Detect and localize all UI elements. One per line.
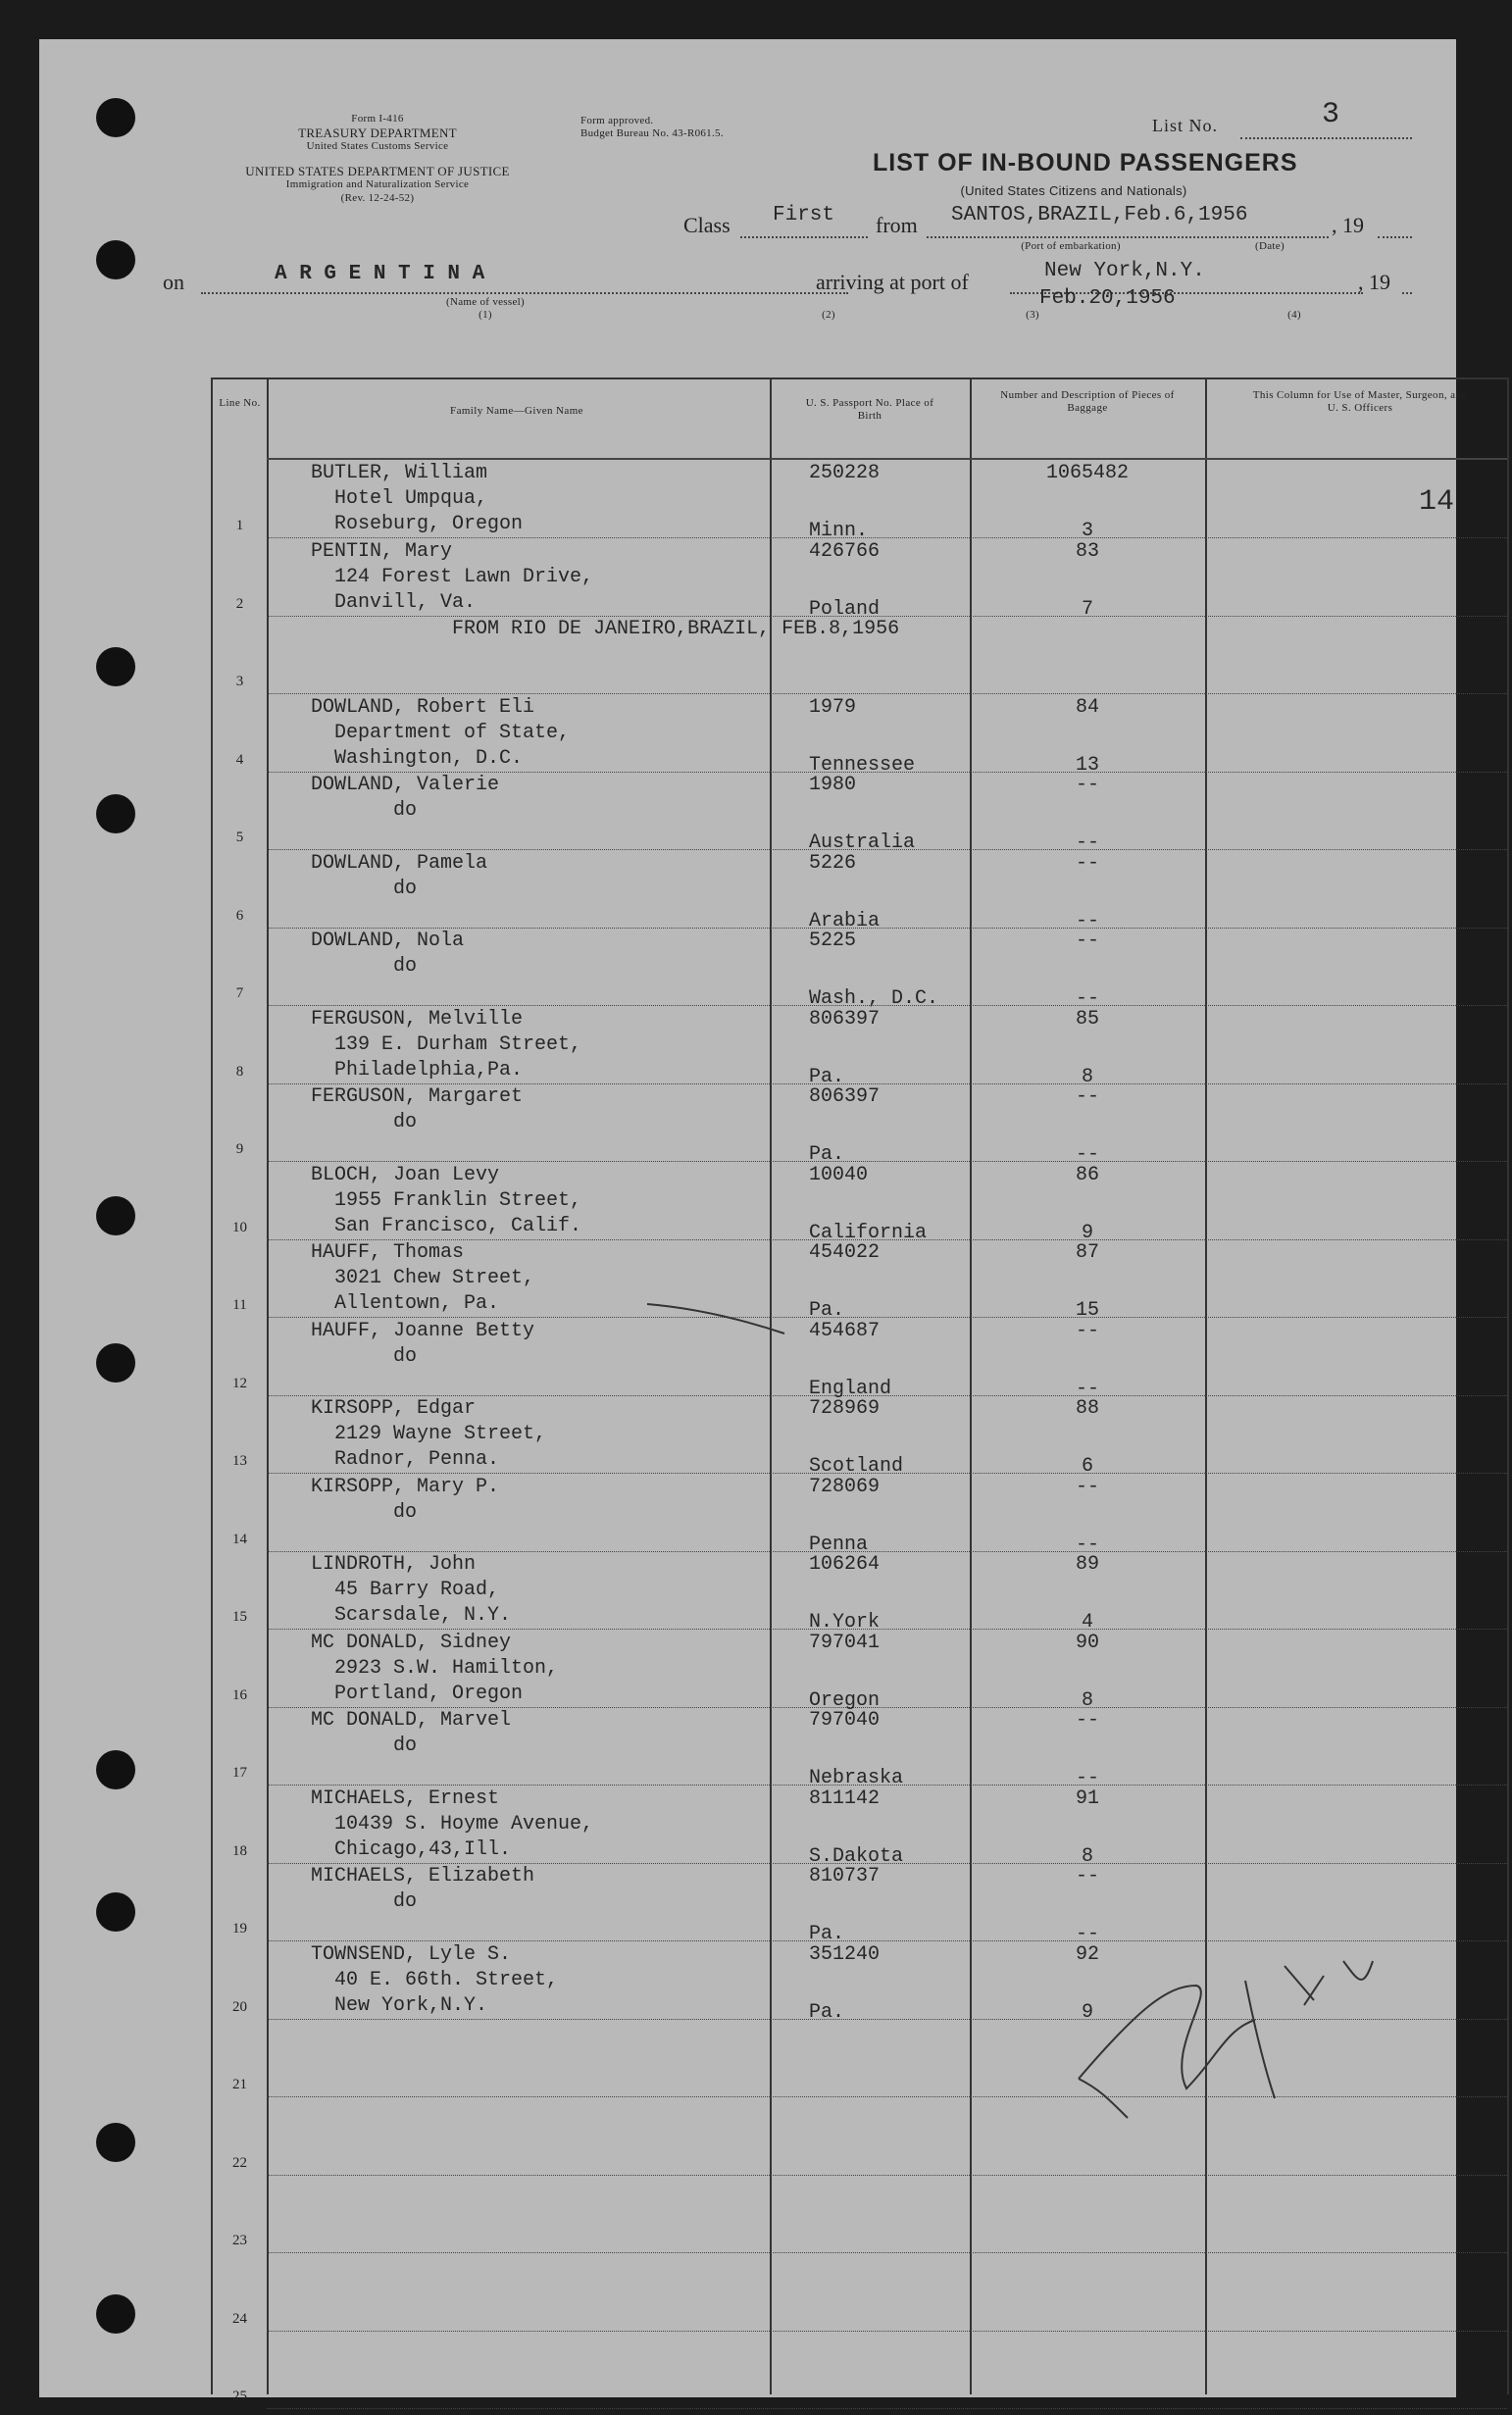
baggage-pieces: --	[1075, 987, 1099, 1010]
class-label: Class	[683, 213, 731, 237]
baggage-pieces: 3	[1081, 520, 1093, 542]
class-value: First	[773, 204, 835, 226]
on-label: on	[163, 270, 184, 294]
line-number: 3	[235, 674, 244, 689]
form-number: Form I-416	[351, 113, 404, 125]
baggage-pieces: --	[1075, 1143, 1099, 1166]
baggage-number: --	[1075, 930, 1099, 952]
caption-4: (4)	[1287, 309, 1301, 321]
line-number: 7	[235, 985, 244, 1001]
inns: Immigration and Naturalization Service	[285, 178, 470, 190]
baggage-pieces: 8	[1081, 1688, 1093, 1712]
line-number: 4	[235, 751, 244, 768]
place-of-birth: Scotland	[809, 1455, 904, 1478]
page-title: LIST OF IN-BOUND PASSENGERS	[873, 149, 1298, 176]
passport-number: 426766	[809, 539, 881, 563]
caption-3: (3)	[1026, 309, 1039, 321]
from-value: SANTOS,BRAZIL,Feb.6,1956	[951, 204, 1248, 226]
passport-number: 797040	[809, 1709, 881, 1732]
place-of-birth: S.Dakota	[809, 1844, 904, 1868]
passport-number: 728069	[809, 1475, 881, 1498]
baggage-number: --	[1075, 851, 1099, 875]
baggage-pieces: --	[1075, 909, 1099, 932]
passenger-name: LINDROTH, John 45 Barry Road, Scarsdale, N.Y.	[311, 1553, 512, 1627]
baggage-number: --	[1075, 1475, 1099, 1498]
passenger-name: KIRSOPP, Edgar 2129 Wayne Street, Radnor, Penna.	[311, 1397, 547, 1471]
place-of-birth: Minn.	[809, 520, 869, 542]
document-page	[39, 39, 1468, 2404]
passport-number: 806397	[809, 1085, 881, 1108]
passenger-name: BLOCH, Joan Levy 1955 Franklin Street, San Francisco, Calif.	[311, 1163, 582, 1237]
baggage-pieces: --	[1075, 831, 1099, 854]
place-of-birth: Wash., D.C.	[809, 987, 939, 1010]
line-number: 22	[232, 2154, 247, 2171]
line-number: 15	[232, 1609, 247, 1625]
passenger-name: DOWLAND, Valerie do	[311, 774, 500, 822]
passport-number: 811142	[809, 1786, 881, 1810]
baggage-number: 84	[1075, 695, 1099, 719]
line-number: 5	[235, 830, 244, 845]
place-of-birth: Penna	[809, 1533, 869, 1556]
baggage-pieces: 15	[1075, 1299, 1099, 1322]
page-subtitle: (United States Citizens and Nationals)	[960, 183, 1187, 198]
passenger-name: FERGUSON, Margaret do	[311, 1085, 524, 1133]
baggage-pieces: 13	[1075, 753, 1099, 777]
line-number: 8	[235, 1063, 244, 1080]
passport-number: 106264	[809, 1553, 881, 1576]
col-line: Line No.	[219, 397, 261, 409]
place-of-birth: Nebraska	[809, 1767, 904, 1789]
customs-service: United States Customs Service	[306, 140, 449, 152]
baggage-pieces: 6	[1081, 1455, 1093, 1478]
baggage-pieces: --	[1075, 1533, 1099, 1556]
passenger-name: DOWLAND, Pamela do	[311, 851, 488, 900]
baggage-pieces: --	[1075, 1767, 1099, 1789]
place-of-birth: England	[809, 1377, 892, 1400]
year-suffix-2: , 19	[1358, 270, 1390, 294]
arrival-port: New York,N.Y.	[1044, 260, 1205, 282]
caption-1: (1)	[479, 309, 492, 321]
officer-note: 14	[1419, 485, 1455, 519]
line-number: 2	[235, 595, 244, 612]
passenger-name: MICHAELS, Elizabeth do	[311, 1865, 535, 1913]
passenger-name: HAUFF, Joanne Betty do	[311, 1319, 535, 1368]
passenger-name: FROM RIO DE JANEIRO,BRAZIL, FEB.8,1956	[311, 618, 900, 640]
baggage-number: 87	[1075, 1241, 1099, 1264]
line-number: 24	[232, 2310, 247, 2327]
passenger-name: MICHAELS, Ernest 10439 S. Hoyme Avenue, Chicago,43,Ill.	[311, 1786, 594, 1861]
baggage-number: --	[1075, 1319, 1099, 1342]
passenger-name: BUTLER, William Hotel Umpqua, Roseburg, Oregon	[311, 462, 524, 535]
baggage-number: 92	[1075, 1942, 1099, 1966]
line-number: 21	[232, 2077, 247, 2092]
baggage-number: --	[1075, 1709, 1099, 1732]
pen-marks	[39, 39, 1456, 2397]
passenger-name: MC DONALD, Marvel do	[311, 1709, 512, 1757]
passenger-name: DOWLAND, Robert Eli Department of State, Washington, D.C.	[311, 695, 571, 770]
passport-number: 5225	[809, 930, 857, 952]
baggage-number: --	[1075, 1865, 1099, 1887]
place-of-birth: Australia	[809, 831, 916, 854]
passport-number: 728969	[809, 1397, 881, 1420]
embark-caption: (Port of embarkation)	[1021, 240, 1121, 252]
place-of-birth: N.York	[809, 1611, 881, 1634]
col-officers: This Column for Use of Master, Surgeon, and U. S. Officers	[1252, 389, 1468, 414]
line-number: 13	[232, 1453, 247, 1469]
place-of-birth: Pa.	[809, 1923, 845, 1945]
place-of-birth: Tennessee	[809, 753, 916, 777]
arrival-date: Feb.20,1956	[1039, 287, 1176, 310]
budget-bureau: Budget Bureau No. 43-R061.5.	[580, 127, 724, 139]
place-of-birth: Pa.	[809, 1143, 845, 1166]
vessel-name: A R G E N T I N A	[275, 263, 485, 285]
baggage-pieces: --	[1075, 1377, 1099, 1400]
form-approved: Form approved.	[580, 115, 654, 126]
passenger-name: HAUFF, Thomas 3021 Chew Street, Allentown, Pa.	[311, 1241, 535, 1315]
line-number: 17	[232, 1765, 247, 1781]
date-caption: (Date)	[1255, 240, 1285, 252]
passenger-name: KIRSOPP, Mary P. do	[311, 1475, 500, 1524]
line-number: 18	[232, 1842, 247, 1859]
list-no-label: List No.	[1152, 116, 1219, 135]
line-number: 25	[232, 2389, 247, 2404]
line-number: 20	[232, 1998, 247, 2015]
caption-2: (2)	[822, 309, 835, 321]
passport-number: 1979	[809, 695, 857, 719]
passenger-name: DOWLAND, Nola do	[311, 930, 465, 978]
baggage-number: 91	[1075, 1786, 1099, 1810]
revision: (Rev. 12-24-52)	[340, 192, 415, 204]
line-number: 19	[232, 1921, 247, 1937]
treasury-dept: TREASURY DEPARTMENT	[298, 126, 457, 140]
col-passport: U. S. Passport No. Place of Birth	[805, 397, 934, 422]
line-number: 14	[232, 1531, 247, 1547]
place-of-birth: Oregon	[809, 1688, 881, 1712]
line-number: 11	[232, 1297, 247, 1313]
vessel-caption: (Name of vessel)	[446, 296, 525, 308]
baggage-number: --	[1075, 774, 1099, 796]
passport-number: 1980	[809, 774, 857, 796]
place-of-birth: Pa.	[809, 1065, 845, 1088]
baggage-number: 88	[1075, 1397, 1099, 1420]
arriving-label: arriving at port of	[816, 270, 969, 294]
line-number: 23	[232, 2233, 247, 2248]
baggage-number: 90	[1075, 1631, 1099, 1654]
place-of-birth: California	[809, 1221, 928, 1244]
year-suffix: , 19	[1332, 213, 1364, 237]
baggage-pieces: 9	[1081, 1221, 1093, 1244]
col-name: Family Name—Given Name	[450, 405, 583, 417]
line-number: 1	[235, 518, 244, 533]
place-of-birth: Poland	[809, 597, 881, 621]
baggage-pieces: 4	[1081, 1611, 1093, 1634]
line-number: 16	[232, 1686, 247, 1703]
baggage-pieces: 7	[1081, 597, 1093, 621]
passport-number: 250228	[809, 462, 881, 484]
list-no-value: 3	[1322, 98, 1340, 131]
passenger-name: TOWNSEND, Lyle S. 40 E. 66th. Street, New York,N.Y.	[311, 1942, 559, 2017]
line-number: 10	[232, 1219, 247, 1235]
passport-number: 797041	[809, 1631, 881, 1654]
baggage-number: 83	[1075, 539, 1099, 563]
baggage-number: 89	[1075, 1553, 1099, 1576]
passport-number: 454687	[809, 1319, 881, 1342]
passport-number: 454022	[809, 1241, 881, 1264]
passport-number: 351240	[809, 1942, 881, 1966]
baggage-pieces: --	[1075, 1923, 1099, 1945]
place-of-birth: Pa.	[809, 2000, 845, 2024]
place-of-birth: Arabia	[809, 909, 881, 932]
baggage-pieces: 8	[1081, 1844, 1093, 1868]
baggage-number: 1065482	[1045, 462, 1129, 484]
baggage-number: 85	[1075, 1007, 1099, 1031]
justice-dept: UNITED STATES DEPARTMENT OF JUSTICE	[245, 164, 510, 178]
passport-number: 806397	[809, 1007, 881, 1031]
passenger-name: FERGUSON, Melville 139 E. Durham Street, Philadelphia,Pa.	[311, 1007, 582, 1082]
col-baggage: Number and Description of Pieces of Baggage	[1000, 389, 1175, 414]
baggage-pieces: 8	[1081, 1065, 1093, 1088]
passenger-name: MC DONALD, Sidney 2923 S.W. Hamilton, Portland, Oregon	[311, 1631, 559, 1705]
passenger-name: PENTIN, Mary 124 Forest Lawn Drive, Danvill, Va.	[311, 539, 594, 614]
line-number: 9	[235, 1141, 244, 1157]
passport-number: 5226	[809, 851, 857, 875]
passport-number: 10040	[809, 1163, 869, 1186]
baggage-pieces: 9	[1081, 2000, 1093, 2024]
baggage-number: 86	[1075, 1163, 1099, 1186]
from-label: from	[876, 213, 918, 237]
baggage-number: --	[1075, 1085, 1099, 1108]
line-number: 6	[235, 907, 244, 924]
passport-number: 810737	[809, 1865, 881, 1887]
place-of-birth: Pa.	[809, 1299, 845, 1322]
line-number: 12	[232, 1375, 247, 1391]
